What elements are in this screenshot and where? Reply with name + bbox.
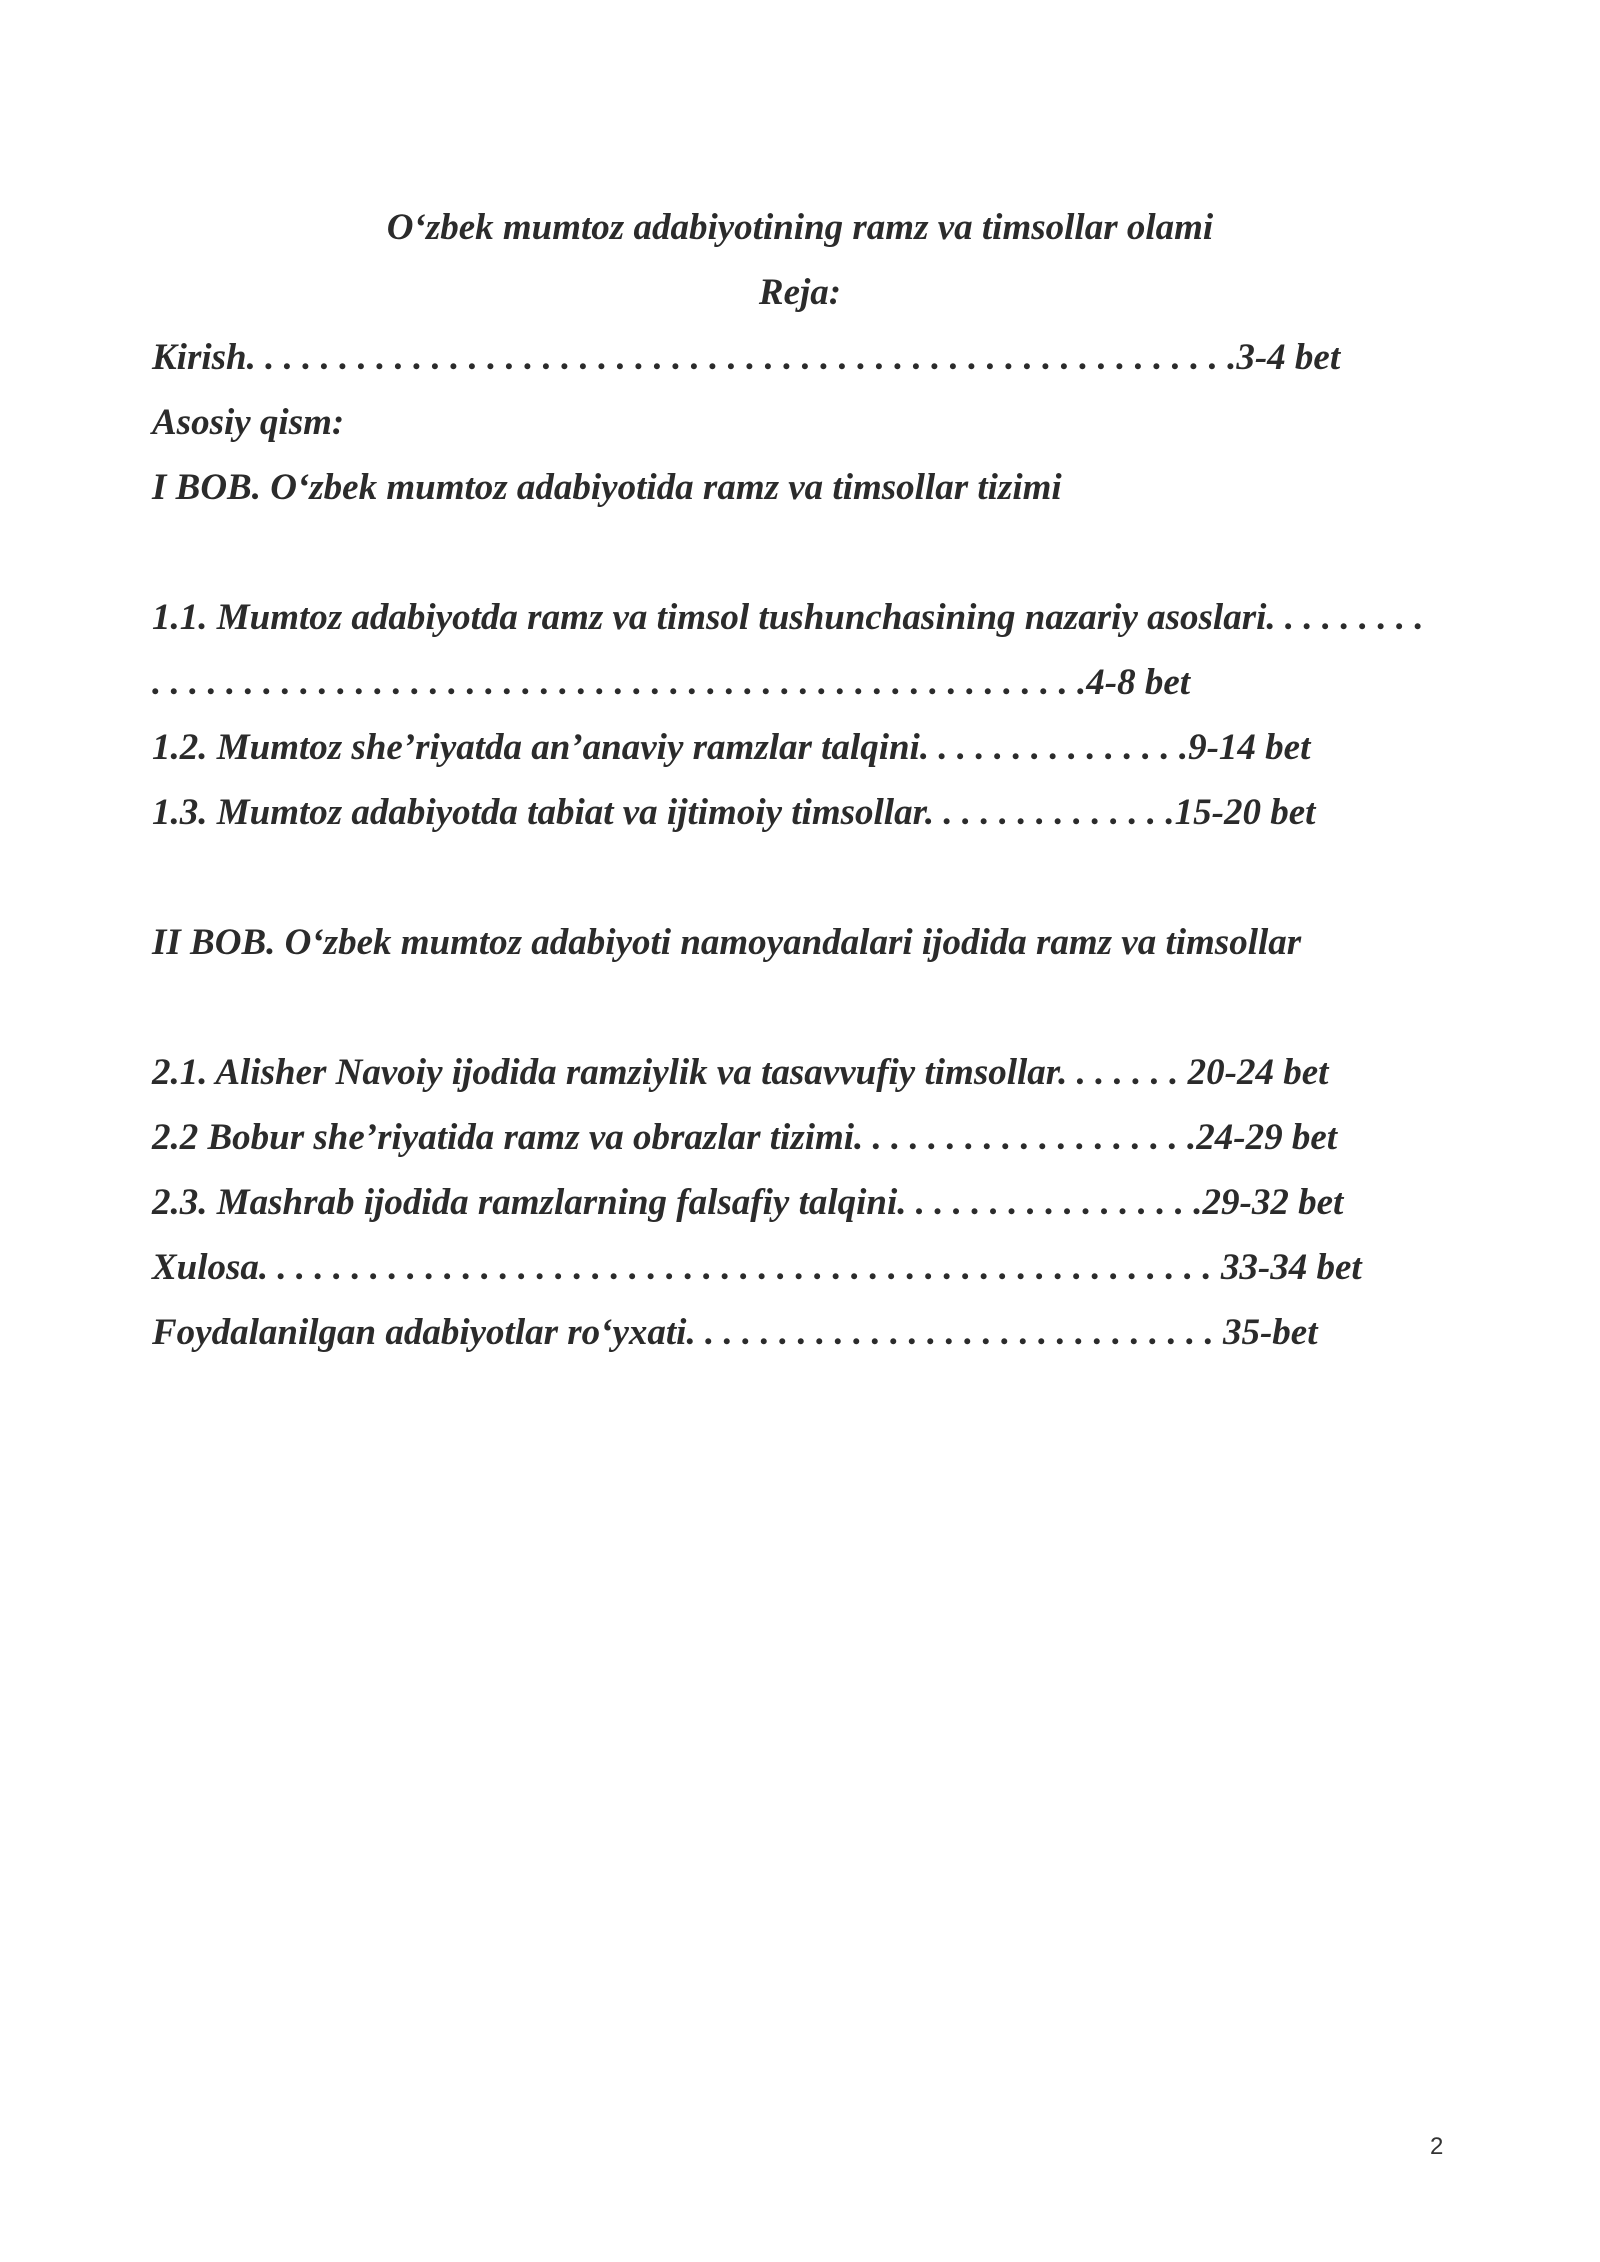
toc-chapter-1: I BOB. O‘zbek mumtoz adabiyotida ramz va timsollar tizimi <box>152 467 1062 508</box>
toc-entry-references: Foydalanilgan adabiyotlar ro‘yxati. . . . . . . . . . . . . . . . . . . . . . . . . . . . . 35-bet <box>152 1312 1318 1353</box>
toc-entry-2-3: 2.3. Mashrab ijodida ramzlarning falsafiy talqini. . . . . . . . . . . . . . . . .29-32 bet <box>152 1182 1344 1223</box>
toc-entry-1-1-continuation: . . . . . . . . . . . . . . . . . . . . . . . . . . . . . . . . . . . . . . . . . . . . . . . . . . .4-8 bet <box>152 662 1191 703</box>
toc-entry-1-1: 1.1. Mumtoz adabiyotda ramz va timsol tushunchasining nazariy asoslari. . . . . . . . . <box>152 597 1424 638</box>
toc-entry-2-2: 2.2 Bobur she’riyatida ramz va obrazlar tizimi. . . . . . . . . . . . . . . . . . .24-29 bet <box>152 1117 1338 1158</box>
toc-entry-xulosa: Xulosa. . . . . . . . . . . . . . . . . . . . . . . . . . . . . . . . . . . . . . . . . . . . . . . . . . . . 33-34 bet <box>152 1247 1362 1288</box>
toc-chapter-2: II BOB. O‘zbek mumtoz adabiyoti namoyandalari ijodida ramz va timsollar <box>152 922 1302 963</box>
page-number: 2 <box>1430 2133 1444 2160</box>
plan-heading: Reja: <box>758 272 842 313</box>
toc-entry-1-3: 1.3. Mumtoz adabiyotda tabiat va ijtimoiy timsollar. . . . . . . . . . . . . .15-20 bet <box>152 792 1316 833</box>
toc-entry-kirish: Kirish. . . . . . . . . . . . . . . . . . . . . . . . . . . . . . . . . . . . . . . . . . . . . . . . . . . . . .3-4 bet <box>152 337 1341 378</box>
toc-entry-asosiy-qism: Asosiy qism: <box>152 402 345 443</box>
toc-entry-2-1: 2.1. Alisher Navoiy ijodida ramziylik va tasavvufiy timsollar. . . . . . . 20-24 bet <box>152 1052 1329 1093</box>
document-title: O‘zbek mumtoz adabiyotining ramz va timsollar olami <box>386 207 1214 248</box>
toc-entry-1-2: 1.2. Mumtoz she’riyatda an’anaviy ramzlar talqini. . . . . . . . . . . . . . .9-14 bet <box>152 727 1311 768</box>
